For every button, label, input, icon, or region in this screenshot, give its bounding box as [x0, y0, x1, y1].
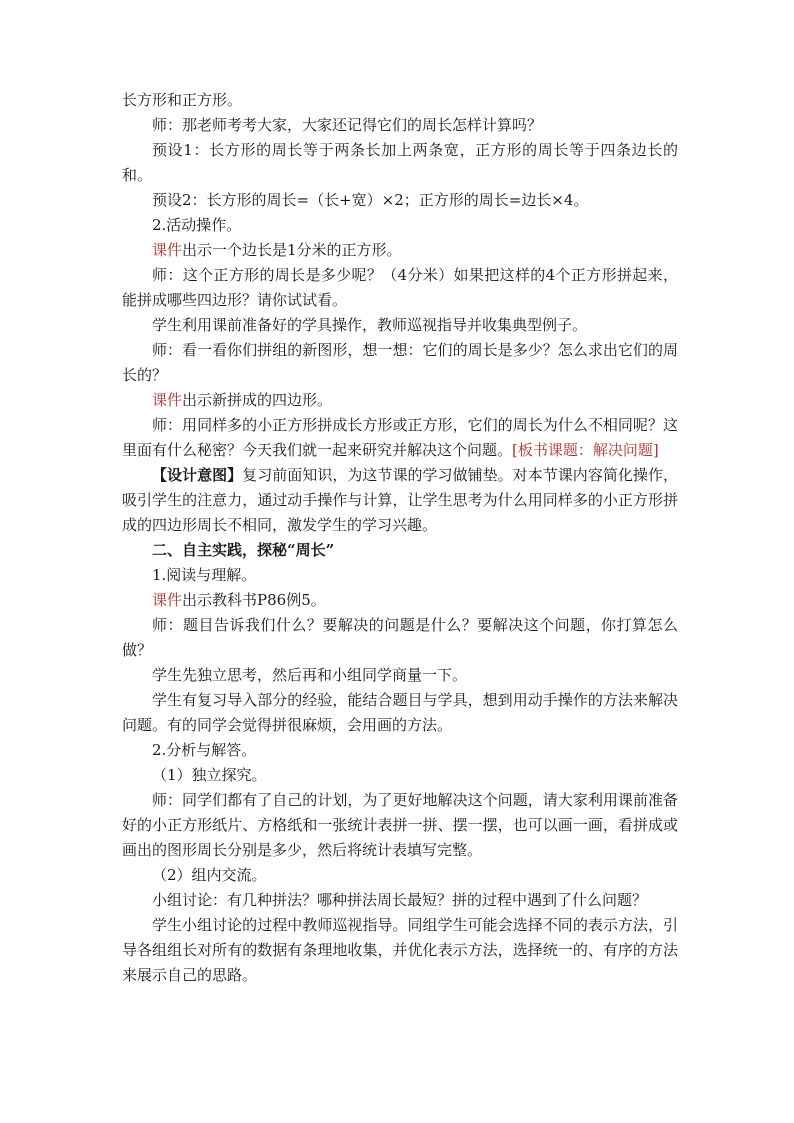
- paragraph-text: 复习前面知识，为这节课的学习做铺垫。对本节课内容简化操作，吸引学生的注意力，通过动手操作与计算，让学生思考为什么用同样多的小正方形拼成的四边形周长不相同，激发学生的学习兴趣。: [122, 466, 678, 534]
- paragraph: 学生小组讨论的过程中教师巡视指导。同组学生可能会选择不同的表示方法，引导各组组长对所有的数据有条理地收集，并优化表示方法，选择统一的、有序的方法来展示自己的思路。: [122, 916, 678, 984]
- paragraph: [122, 413, 678, 463]
- paragraph: 师：同学们都有了自己的计划，为了更好地解决这个问题，请大家利用课前准备好的小正方形纸片、方格纸和一张统计表拼一拼、摆一摆，也可以画一画，看拼成或画出的图形周长分别是多少，然后将统计表填写完整。: [122, 791, 678, 859]
- courseware-tag: 课件: [152, 241, 183, 259]
- paragraph: 师：那老师考考大家，大家还记得它们的周长怎样计算吗？: [152, 116, 543, 134]
- paragraph: 2.分析与解答。: [152, 741, 257, 759]
- section-heading-text: 二、自主实践，探秘“周长”: [152, 541, 335, 559]
- paragraph: 师：这个正方形的周长是多少呢？（4分米）如果把这样的4个正方形拼起来，能拼成哪些四边形？请你试试看。: [122, 266, 678, 309]
- courseware-tag: 课件: [152, 591, 183, 609]
- paragraph: [122, 463, 678, 538]
- paragraph: 小组讨论：有几种拼法？哪种拼法周长最短？拼的过程中遇到了什么问题？: [152, 891, 648, 909]
- paragraph: （2）组内交流。: [152, 866, 267, 884]
- blackboard-title-tag: [板书课题：解决问题]: [512, 441, 659, 459]
- section-heading: [122, 538, 678, 563]
- paragraph-text: 出示教科书P86例5。: [182, 591, 326, 609]
- paragraph: （1）独立探究。: [152, 766, 267, 784]
- paragraph: 师：题目告诉我们什么？要解决的问题是什么？要解决这个问题，你打算怎么做？: [122, 616, 678, 659]
- paragraph: 学生有复习导入部分的经验，能结合题目与学具，想到用动手操作的方法来解决问题。有的同学会觉得拼很麻烦，会用画的方法。: [122, 691, 678, 734]
- design-intent-label: 【设计意图】: [152, 466, 243, 484]
- paragraph: 学生利用课前准备好的学具操作，教师巡视指导并收集典型例子。: [152, 316, 588, 334]
- document-body: [122, 88, 678, 988]
- paragraph: 预设1：长方形的周长等于两条长加上两条宽，正方形的周长等于四条边长的和。: [122, 141, 678, 184]
- paragraph-text: 师：用同样多的小正方形拼成长方形或正方形，它们的周长为什么不相同呢？这里面有什么秘密？今天我们就一起来研究并解决这个问题。: [122, 416, 678, 459]
- paragraph: [122, 388, 678, 413]
- paragraph: 预设2：长方形的周长=（长+宽）×2；正方形的周长=边长×4。: [152, 191, 589, 209]
- paragraph: [122, 238, 678, 263]
- paragraph-text: 出示一个边长是1分米的正方形。: [182, 241, 402, 259]
- courseware-tag: 课件: [152, 391, 183, 409]
- paragraph: 2.活动操作。: [152, 216, 242, 234]
- paragraph: 师：看一看你们拼组的新图形，想一想：它们的周长是多少？怎么求出它们的周长的？: [122, 341, 678, 384]
- paragraph-text: 出示新拼成的四边形。: [182, 391, 333, 409]
- paragraph: 1.阅读与理解。: [152, 566, 257, 584]
- paragraph: [122, 588, 678, 613]
- paragraph: 长方形和正方形。: [122, 91, 243, 109]
- paragraph: 学生先独立思考，然后再和小组同学商量一下。: [152, 666, 468, 684]
